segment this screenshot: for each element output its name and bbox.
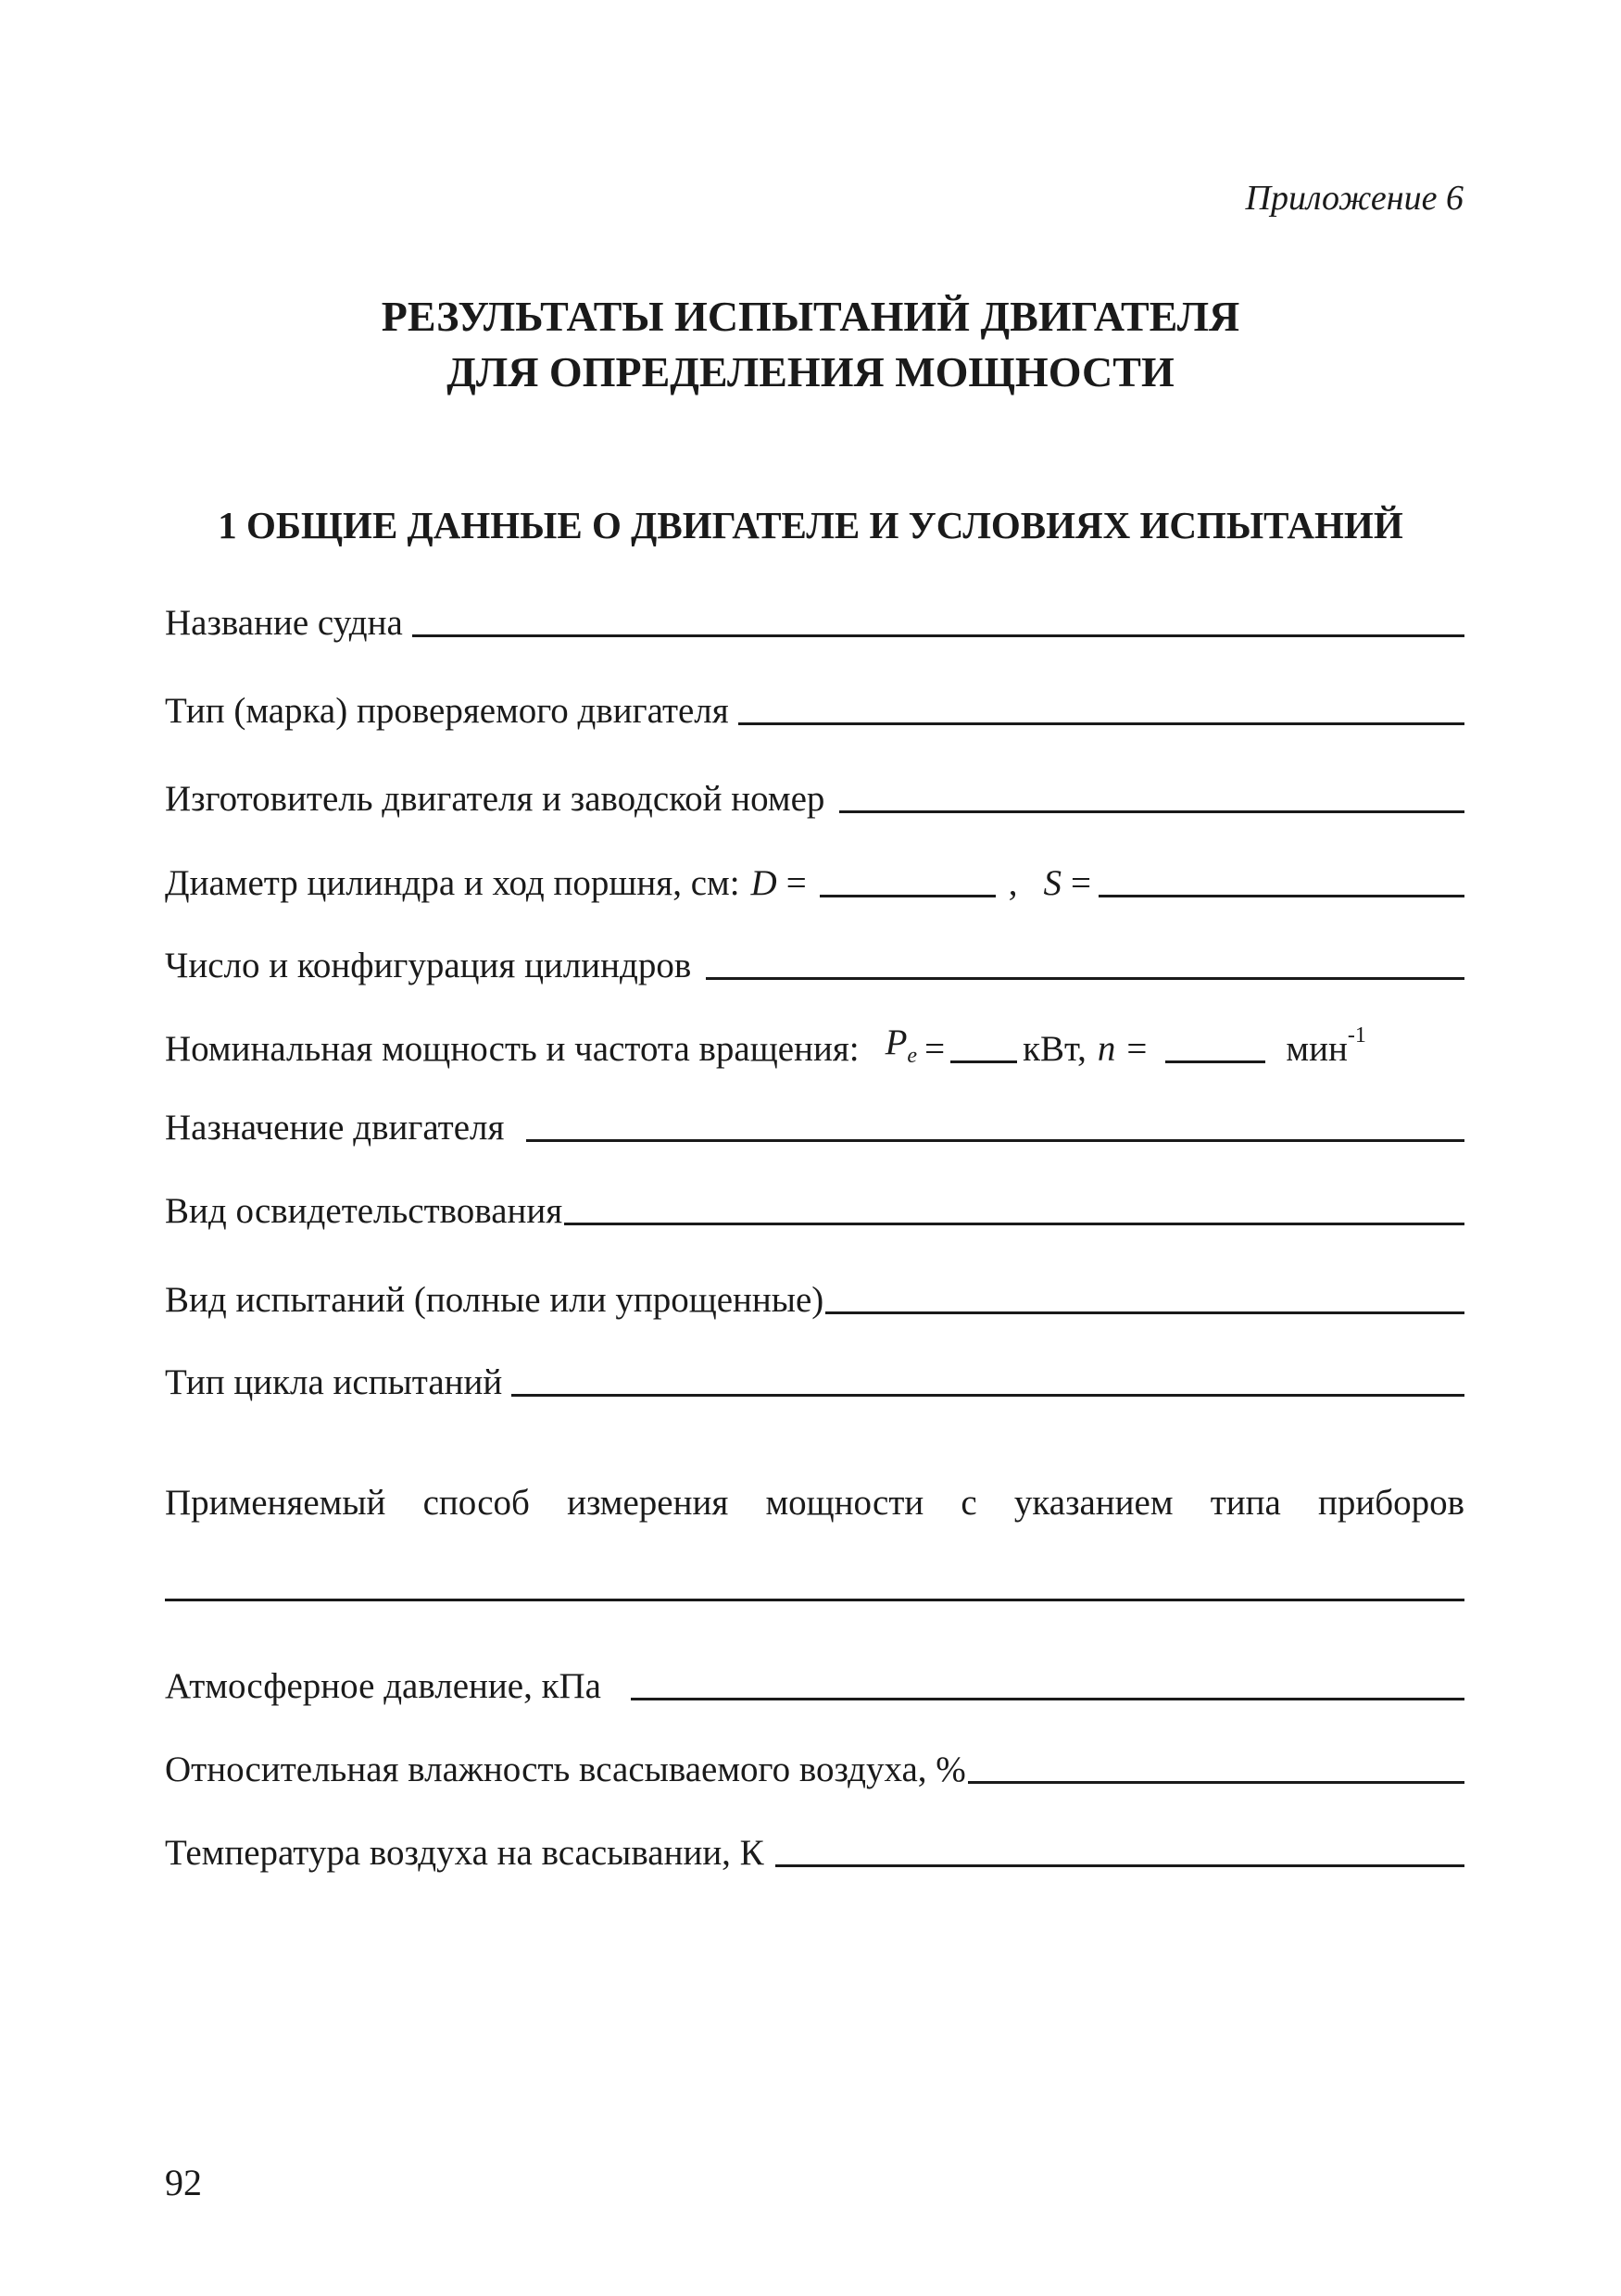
speed-field[interactable] (1165, 1060, 1265, 1063)
rated-power-label: Номинальная мощность и частота вращения: (165, 1029, 860, 1069)
test-type-row (165, 1262, 1464, 1318)
bore-stroke-comma: , (1008, 863, 1018, 903)
survey-type-label: Вид освидетельствования (165, 1191, 563, 1231)
power-unit: кВт, (1023, 1029, 1087, 1069)
test-type-label: Вид испытаний (полные или упрощенные) (165, 1280, 824, 1320)
rated-power-row (165, 1011, 1464, 1067)
measurement-method-label: Применяемый способ измерения мощности с указанием типа приборов (165, 1483, 1464, 1523)
measurement-method-field[interactable] (165, 1599, 1464, 1601)
humidity-label: Относительная влажность всасываемого воздуха, % (165, 1750, 966, 1789)
atm-pressure-label: Атмосферное давление, кПа (165, 1666, 601, 1706)
atm-pressure-field[interactable] (631, 1698, 1464, 1700)
test-cycle-row (165, 1345, 1464, 1400)
manufacturer-label: Изготовитель двигателя и заводской номер (165, 779, 825, 819)
document-title-line-1: РЕЗУЛЬТАТЫ ИСПЫТАНИЙ ДВИГАТЕЛЯ (381, 293, 1240, 340)
purpose-field[interactable] (526, 1139, 1464, 1142)
section-heading: 1 ОБЩИЕ ДАННЫЕ О ДВИГАТЕЛЕ И УСЛОВИЯХ ИСПЫТАНИЙ (218, 504, 1403, 546)
ship-name-row (165, 585, 1464, 641)
engine-type-field[interactable] (738, 722, 1464, 725)
manufacturer-row (165, 761, 1464, 817)
engine-type-row (165, 673, 1464, 729)
appendix-label: Приложение 6 (1245, 179, 1464, 218)
humidity-row (165, 1732, 1464, 1788)
air-temp-label: Температура воздуха на всасывании, К (165, 1833, 764, 1873)
page-number: 92 (165, 2162, 202, 2203)
stroke-field[interactable] (1099, 895, 1464, 897)
survey-type-row (165, 1173, 1464, 1229)
power-field[interactable] (950, 1060, 1017, 1063)
speed-equals: = (1126, 1029, 1148, 1069)
cylinders-row (165, 928, 1464, 984)
ship-name-field[interactable] (412, 634, 1464, 637)
document-title-line-2: ДЛЯ ОПРЕДЕЛЕНИЯ МОЩНОСТИ (446, 348, 1175, 395)
stroke-symbol: S (1043, 863, 1062, 903)
bore-field[interactable] (820, 895, 996, 897)
cylinders-field[interactable] (706, 977, 1464, 980)
engine-type-label: Тип (марка) проверяемого двигателя (165, 691, 729, 731)
air-temp-field[interactable] (775, 1864, 1464, 1867)
speed-unit: мин$^{-1}$ (1286, 1023, 1366, 1069)
survey-type-field[interactable] (564, 1223, 1464, 1225)
purpose-row (165, 1090, 1464, 1146)
power-symbol: $P_e$ (885, 1023, 918, 1068)
power-equals: = (924, 1029, 946, 1069)
speed-symbol: n (1097, 1029, 1116, 1069)
test-type-field[interactable] (825, 1311, 1464, 1314)
atm-pressure-row (165, 1649, 1464, 1704)
manufacturer-field[interactable] (839, 810, 1464, 813)
humidity-field[interactable] (968, 1781, 1464, 1784)
bore-equals: = (785, 863, 807, 903)
test-cycle-label: Тип цикла испытаний (165, 1362, 503, 1402)
bore-stroke-row (165, 846, 1464, 901)
stroke-equals: = (1070, 863, 1091, 903)
bore-symbol: D (750, 863, 777, 903)
bore-stroke-label: Диаметр цилиндра и ход поршня, см: (165, 863, 740, 903)
purpose-label: Назначение двигателя (165, 1108, 505, 1148)
cylinders-label: Число и конфигурация цилиндров (165, 946, 692, 985)
test-cycle-field[interactable] (511, 1394, 1464, 1397)
ship-name-label: Название судна (165, 603, 403, 643)
air-temp-row (165, 1815, 1464, 1871)
